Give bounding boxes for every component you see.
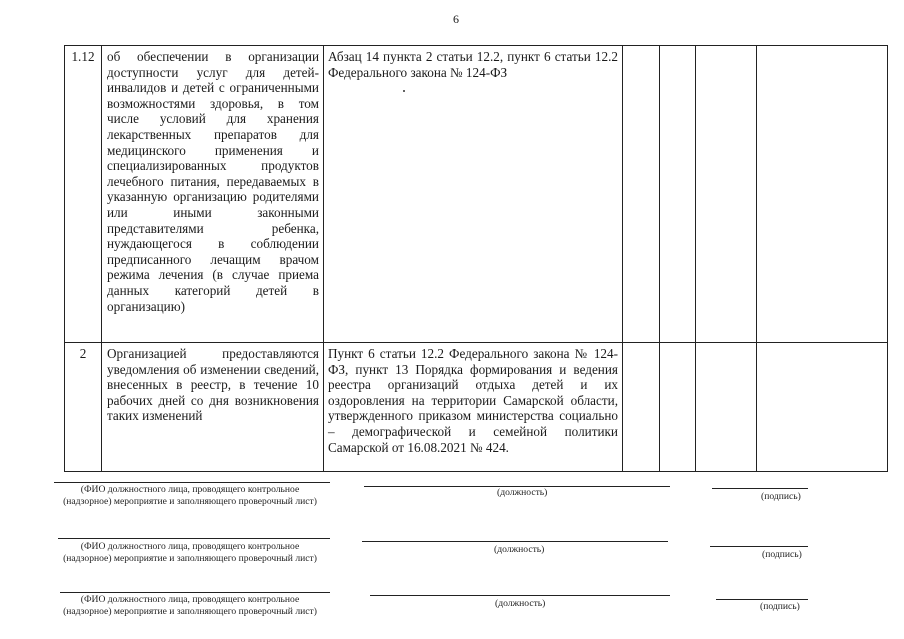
fio-caption-line2: (надзорное) мероприятие и заполняющего проверочный лист) xyxy=(63,606,317,617)
row-number: 1.12 xyxy=(65,46,102,343)
position-caption: (должность) xyxy=(494,544,545,555)
legal-basis-cell: Пункт 6 статьи 12.2 Федерального закона № 124-ФЗ, пункт 13 Порядка формирования и ведения реестра организаций отдыха детей и их оздоровления на территории Самарской области, утвержденного приказом министерства социально – демографической и семейной политики Самарской от 16.08.2021 № 424. xyxy=(324,343,623,472)
note-cell[interactable] xyxy=(757,46,888,343)
answer-yes-cell[interactable] xyxy=(623,46,660,343)
table-row xyxy=(65,46,888,343)
signature-caption: (подпись) xyxy=(762,549,802,560)
fio-line[interactable] xyxy=(58,538,330,539)
table-row xyxy=(65,343,888,472)
fio-caption-line2: (надзорное) мероприятие и заполняющего проверочный лист) xyxy=(63,496,317,507)
position-line[interactable] xyxy=(370,595,670,596)
note-cell[interactable] xyxy=(757,343,888,472)
position-line[interactable] xyxy=(362,541,668,542)
signature-line[interactable] xyxy=(712,488,808,489)
page-number: 6 xyxy=(453,12,459,26)
signature-line[interactable] xyxy=(716,599,808,600)
signature-caption: (подпись) xyxy=(761,491,801,502)
signature-caption: (подпись) xyxy=(760,601,800,612)
checklist-table xyxy=(64,45,888,472)
position-caption: (должность) xyxy=(495,598,546,609)
fio-caption-line2: (надзорное) мероприятие и заполняющего проверочный лист) xyxy=(63,553,317,564)
fio-caption-line1: (ФИО должностного лица, проводящего контрольное xyxy=(80,484,300,495)
signature-block xyxy=(0,538,904,578)
requirement-cell: об обеспечении в организации доступности услуг для детей-инвалидов и детей с ограниченными возможностями здоровья, в том числе условий для хранения лекарственных препаратов для медицинского применения и специализированных продуктов лечебного питания, передаваемых в указанную организацию родителями или иными законными представителями ребенка, нуждающегося в соблюдении предписанного лечащим врачом режима лечения (в случае приема данных категорий детей в организацию) xyxy=(102,46,324,343)
signature-block xyxy=(0,590,904,630)
answer-na-cell[interactable] xyxy=(696,343,757,472)
row-number: 2 xyxy=(65,343,102,472)
answer-no-cell[interactable] xyxy=(660,343,696,472)
fio-caption-line1: (ФИО должностного лица, проводящего контрольное xyxy=(80,594,300,605)
fio-line[interactable] xyxy=(54,482,330,483)
requirement-cell: Организацией предоставляются уведомления об изменении сведений, внесенных в реестр, в течение 10 рабочих дней со дня возникновения таких изменений xyxy=(102,343,324,472)
position-caption: (должность) xyxy=(497,487,548,498)
answer-yes-cell[interactable] xyxy=(623,343,660,472)
fio-line[interactable] xyxy=(60,592,330,593)
scan-speck xyxy=(403,90,405,92)
answer-na-cell[interactable] xyxy=(696,46,757,343)
legal-basis-cell: Абзац 14 пункта 2 статьи 12.2, пункт 6 статьи 12.2 Федерального закона № 124-ФЗ xyxy=(324,46,623,343)
fio-caption-line1: (ФИО должностного лица, проводящего контрольное xyxy=(80,541,300,552)
signature-line[interactable] xyxy=(710,546,808,547)
signature-block xyxy=(0,478,904,518)
answer-no-cell[interactable] xyxy=(660,46,696,343)
